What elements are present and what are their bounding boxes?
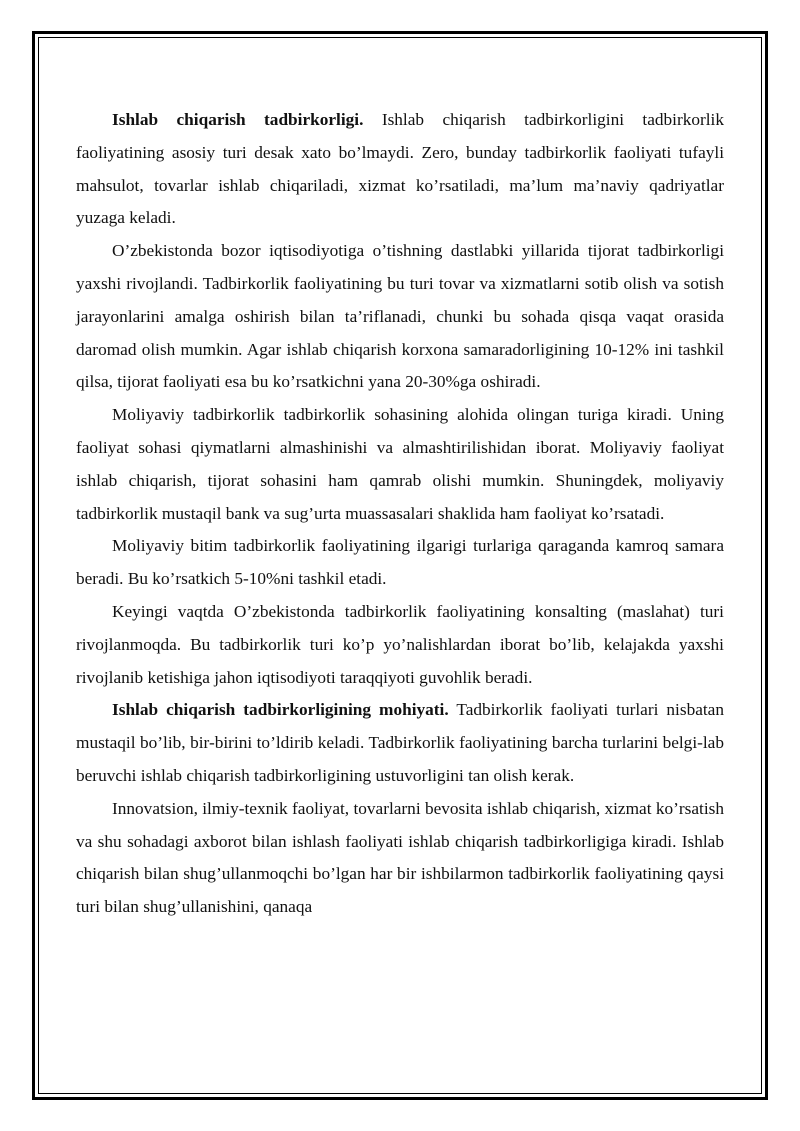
paragraph-6-heading: Ishlab chiqarish tadbirkorligining mohiyati.	[112, 700, 449, 720]
paragraph-5	[76, 596, 724, 694]
paragraph-4-text: Moliyaviy bitim tadbirkorlik faoliyatining ilgarigi turlariga qaraganda kamroq samara beradi. Bu ko’rsatkich 5-10%ni tashkil etadi.	[76, 536, 724, 589]
paragraph-1-heading: Ishlab chiqarish tadbirkorligi.	[112, 110, 364, 129]
paragraph-5-text: Keyingi vaqtda O’zbekistonda tadbirkorlik faoliyatining konsalting (maslahat) turi rivojlanmoqda. Bu tadbirkorlik turi ko’p yo’nalishlardan iborat bo’lib, kelajakda yaxshi rivojlanib ketishiga jahon iqtisodiyoti taraqqiyoti guvohlik beradi.	[76, 601, 724, 687]
paragraph-3-text: Moliyaviy tadbirkorlik tadbirkorlik sohasining alohida olingan turiga kiradi. Uning faoliyat sohasi qiymatlarni almashinishi va almashtirilishidan iborat. Moliyaviy faoliyat ishlab chiqarish, tijorat sohasini ham qamrab olishi mumkin. Shuningdek, moliyaviy tadbirkorlik mustaqil bank va sug’urta muassasalari shaklida ham faoliyat ko’rsatadi.	[76, 405, 724, 523]
document-body	[76, 104, 724, 924]
paragraph-1	[76, 104, 724, 235]
paragraph-2	[76, 235, 724, 399]
paragraph-1-text: Ishlab chiqarish tadbirkorligini tadbirkorlik faoliyatining asosiy turi desak xato bo’lmaydi. Zero, bunday tadbirkorlik faoliyati tufayli mahsulot, tovarlar ishlab chiqariladi, xizmat ko’rsatiladi, ma’lum ma’naviy qadriyatlar yuzaga keladi.	[76, 110, 724, 228]
paragraph-7-text: Innovatsion, ilmiy-texnik faoliyat, tovarlarni bevosita ishlab chiqarish, xizmat ko’rsatish va shu sohadagi axborot bilan ishlash faoliyati ishlab chiqarish tadbirkorligiga kiradi. Ishlab chiqarish bilan shug’ullanmoqchi bo’lgan har bir ishbilarmon tadbirkorlik faoliyatining qaysi turi bilan shug’ullanishini, qanaqa	[76, 798, 724, 917]
paragraph-6	[76, 694, 724, 792]
paragraph-7	[76, 793, 724, 924]
paragraph-4	[76, 530, 724, 596]
paragraph-3	[76, 399, 724, 530]
paragraph-6-text: Tadbirkorlik faoliyati turlari nisbatan mustaqil bo’lib, bir-birini to’ldirib keladi. Tadbirkorlik faoliyatining barcha turlarini belgi-lab beruvchi ishlab chiqarish tadbirkorligining ustuvorligini tan olish kerak.	[76, 700, 724, 785]
paragraph-2-text: O’zbekistonda bozor iqtisodiyotiga o’tishning dastlabki yillarida tijorat tadbirkorligi yaxshi rivojlandi. Tadbirkorlik faoliyatining bu turi tovar va xizmatlarni sotib olish va sotish jarayonlarini amalga oshirish bilan ta’riflanadi, chunki bu sohada qisqa vaqat orasida daromad olish mumkin. Agar ishlab chiqarish korxona samaradorligining 10-12% ini tashkil qilsa, tijorat faoliyati esa bu ko’rsatkichni yana 20-30%ga oshiradi.	[76, 241, 724, 392]
